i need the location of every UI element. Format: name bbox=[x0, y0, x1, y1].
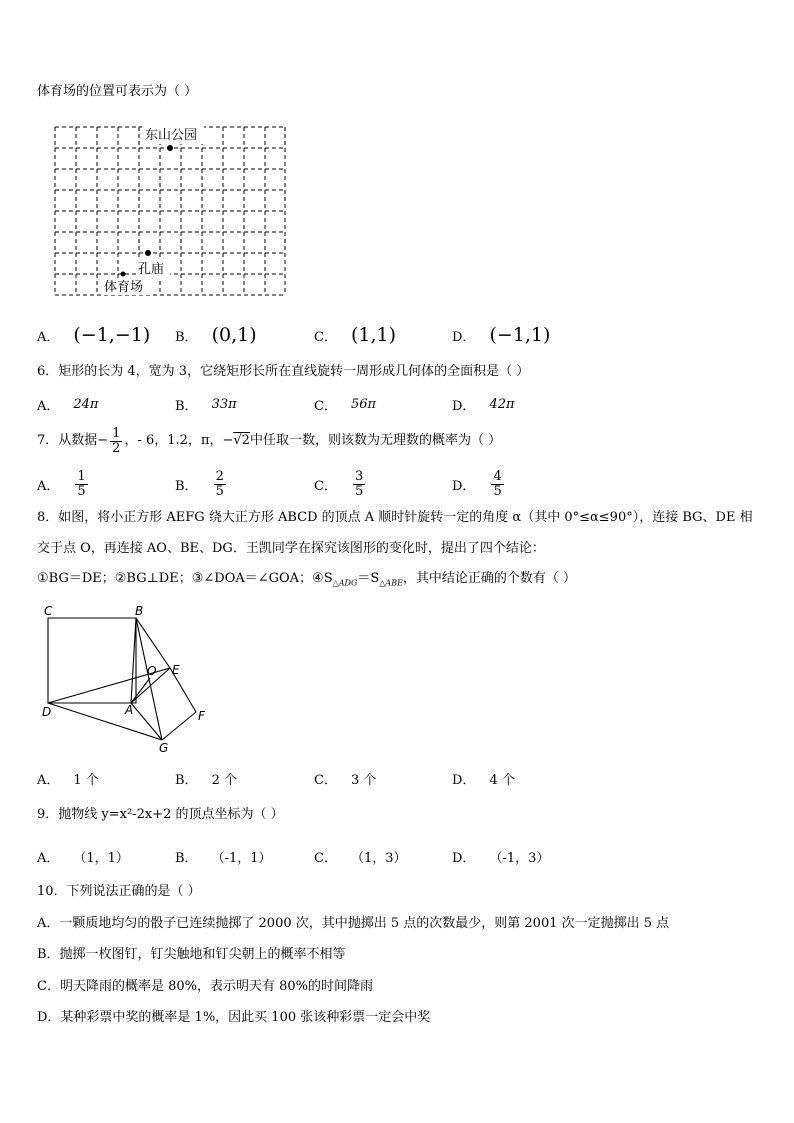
label-b: B bbox=[135, 604, 144, 618]
q10-choice-a[interactable]: A．一颗质地均匀的骰子已连续抛掷了 2000 次，其中抛掷出 5 点的次数最少，则第 2001 次一定抛掷出 5 点 bbox=[37, 916, 670, 931]
label-f: F bbox=[198, 709, 205, 723]
q9-option-c[interactable]: C． （1，3） bbox=[314, 850, 407, 866]
label-o: O bbox=[147, 664, 157, 678]
q10-choice-b[interactable]: B．抛掷一枚图钉，钉尖触地和钉尖朝上的概率不相等 bbox=[37, 947, 346, 962]
q5-stem: 体育场的位置可表示为（ ） bbox=[37, 84, 198, 99]
q6-option-d[interactable]: D． 42π bbox=[452, 396, 515, 414]
q10-choice-c[interactable]: C．明天降雨的概率是 80%，表示明天有 80%的时间降雨 bbox=[37, 979, 374, 994]
stadium-point bbox=[121, 272, 126, 277]
q6-option-b[interactable]: B． 33π bbox=[175, 396, 237, 414]
q8-option-a[interactable]: A． 1 个 bbox=[37, 772, 99, 788]
stadium-label: 体育场 bbox=[104, 280, 144, 295]
q10-choice-d[interactable]: D．某种彩票中奖的概率是 1%，因此买 100 张该种彩票一定会中奖 bbox=[37, 1010, 431, 1025]
label-e: E bbox=[172, 663, 180, 677]
q6-option-a[interactable]: A． 24π bbox=[37, 396, 99, 414]
q6-options bbox=[37, 387, 637, 421]
label-a: A bbox=[125, 703, 134, 717]
q5-option-d[interactable]: D． (−1,1) bbox=[452, 324, 551, 346]
park-point bbox=[167, 145, 173, 151]
q7-option-a[interactable]: A． $\frac{1}{5}$ bbox=[37, 468, 86, 499]
q5-grid-map bbox=[50, 122, 290, 300]
q8-options bbox=[37, 761, 637, 795]
q7-options bbox=[37, 464, 637, 504]
q7-option-b[interactable]: B． $\frac{2}{5}$ bbox=[175, 468, 224, 499]
q8-geometry-figure bbox=[36, 600, 226, 756]
q9-option-a[interactable]: A． （1，1） bbox=[37, 850, 129, 866]
park-label: 东山公园 bbox=[145, 128, 198, 143]
q8-option-c[interactable]: C． 3 个 bbox=[314, 772, 377, 788]
q5-option-a[interactable]: A． (−1,−1) bbox=[37, 324, 151, 346]
q5-option-c[interactable]: C． (1,1) bbox=[314, 324, 396, 346]
q8-line-2: 交于点 O，再连接 AO、BE、DG．王凯同学在探究该图形的变化时，提出了四个结论： bbox=[37, 541, 545, 556]
q9-option-d[interactable]: D． （-1，3） bbox=[452, 850, 550, 866]
q6-stem: 6．矩形的长为 4，宽为 3，它绕矩形长所在直线旋转一周形成几何体的全面积是（ ） bbox=[37, 364, 530, 379]
temple-label: 孔庙 bbox=[138, 262, 165, 277]
label-c: C bbox=[44, 604, 53, 618]
q8-line-1: 8．如图，将小正方形 AEFG 绕大正方形 ABCD 的顶点 A 顺时针旋转一定的角度 α（其中 0°≤α≤90°），连接 BG、DE 相 bbox=[37, 510, 753, 525]
q5-options bbox=[37, 318, 637, 352]
q8-line-3: ①BG＝DE；②BG⊥DE；③∠DOA＝∠GOA；$④S_{\triangle ADG}=S_{\triangle ABE}$，其中结论正确的个数有（ ） bbox=[37, 571, 577, 588]
q9-stem: 9．抛物线 y=x²-2x+2 的顶点坐标为（ ） bbox=[37, 807, 284, 822]
q7-option-c[interactable]: C． $\frac{3}{5}$ bbox=[314, 468, 364, 499]
q8-option-d[interactable]: D． 4 个 bbox=[452, 772, 515, 788]
q10-stem: 10．下列说法正确的是（ ） bbox=[37, 884, 201, 899]
q7-option-d[interactable]: D． $\frac{4}{5}$ bbox=[452, 468, 502, 499]
label-d: D bbox=[42, 705, 52, 719]
label-g: G bbox=[159, 741, 169, 755]
q9-options bbox=[37, 839, 637, 873]
q7-fraction: $\frac{1}{2}$ bbox=[112, 425, 121, 456]
q5-option-b[interactable]: B． (0,1) bbox=[175, 324, 257, 346]
q9-option-b[interactable]: B． （-1，1） bbox=[175, 850, 272, 866]
temple-point bbox=[145, 250, 151, 256]
q7-stem: 7．从数据− $\frac{1}{2}$ ，- 6，1.2，π，− √2 中任取一数，则该数为无理数的概率为（ ） bbox=[37, 425, 502, 456]
q8-option-b[interactable]: B． 2 个 bbox=[175, 772, 237, 788]
q6-option-c[interactable]: C． 56π bbox=[314, 396, 377, 414]
